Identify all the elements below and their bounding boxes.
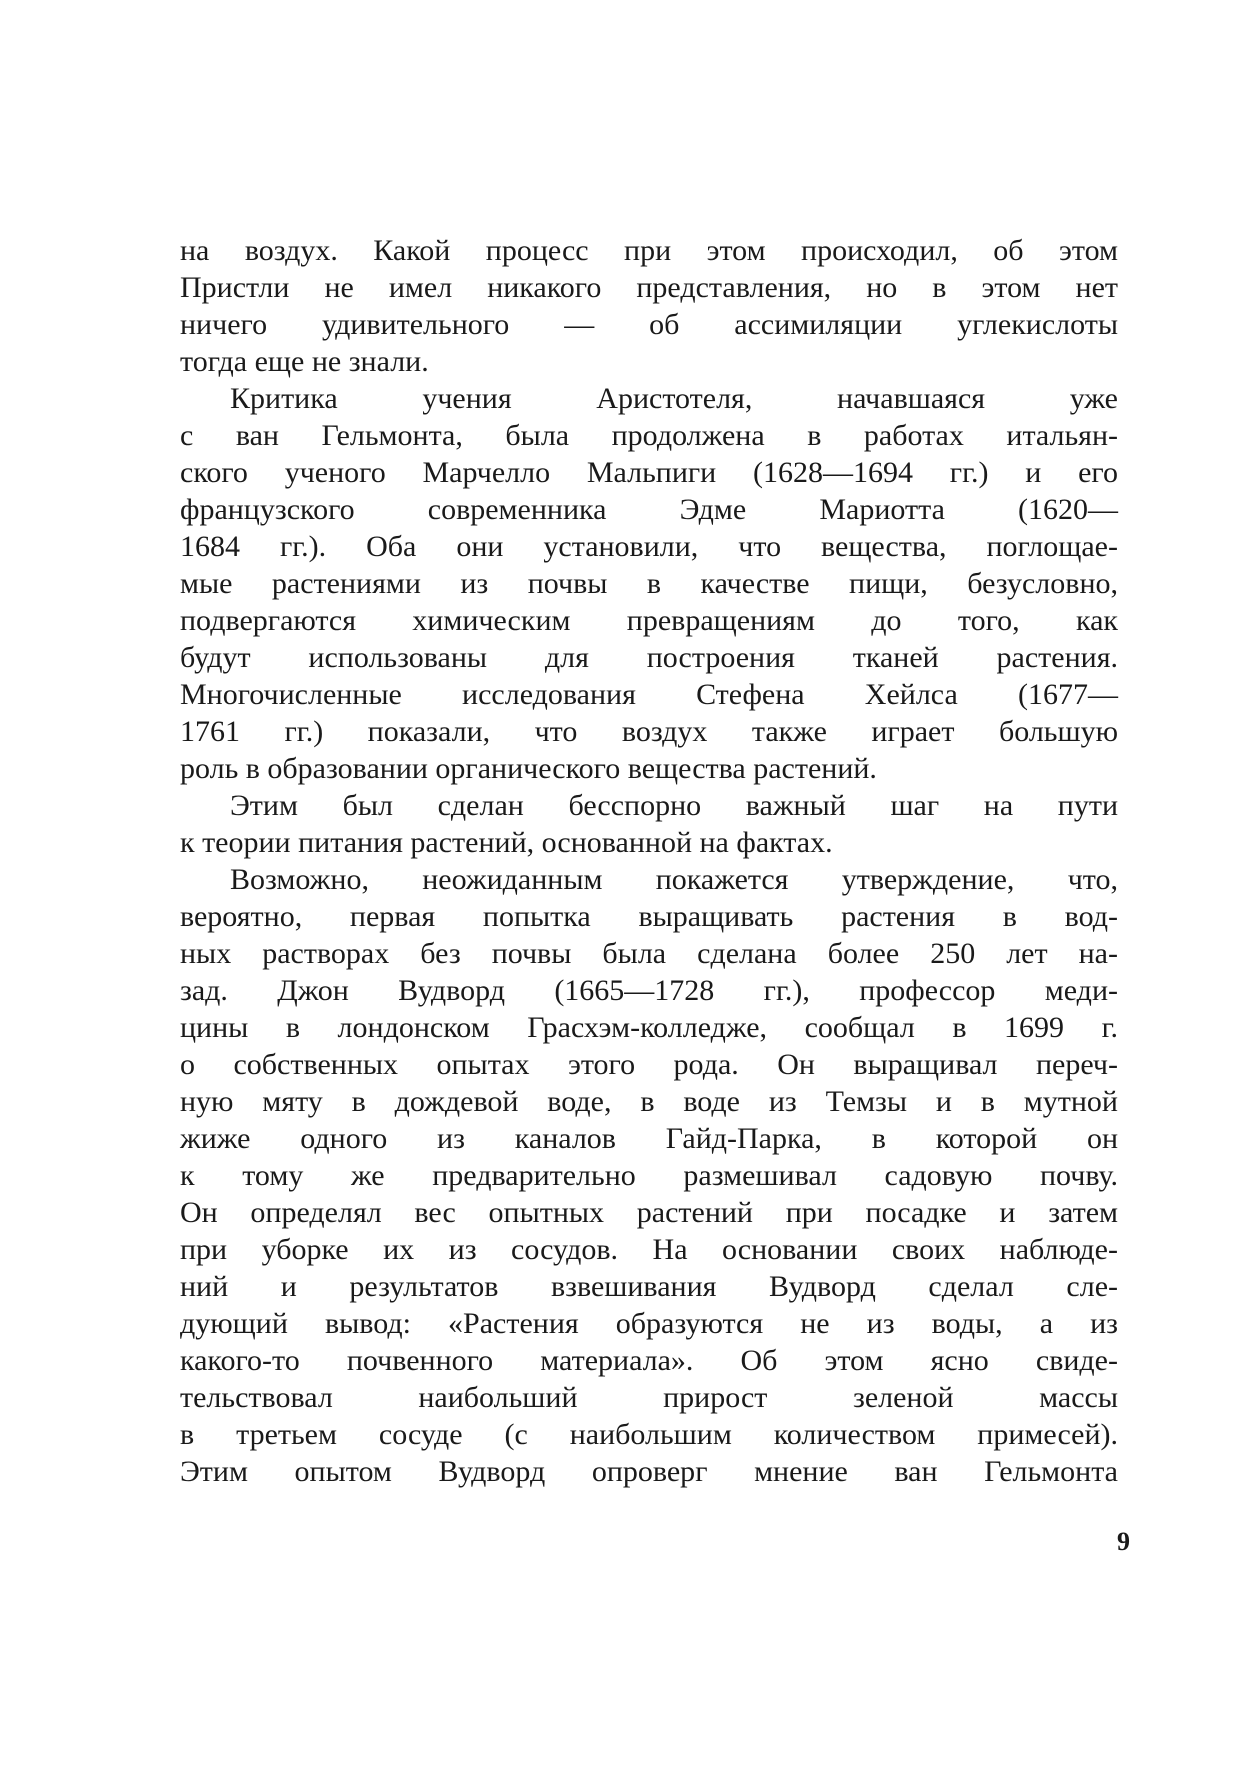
text-line: зад. Джон Вудворд (1665—1728 гг.), профессор меди- xyxy=(180,974,1118,1007)
text-line: вероятно, первая попытка выращивать растения в вод- xyxy=(180,900,1118,933)
text-line: жиже одного из каналов Гайд-Парка, в которой он xyxy=(180,1122,1118,1155)
text-line: при уборке их из сосудов. На основании своих наблюде- xyxy=(180,1233,1118,1266)
text-line: цины в лондонском Грасхэм-колледже, сообщал в 1699 г. xyxy=(180,1011,1118,1044)
paragraph xyxy=(180,380,1118,787)
text-line: ную мяту в дождевой воде, в воде из Темзы и в мутной xyxy=(180,1085,1118,1118)
text-line: Многочисленные исследования Стефена Хейлса (1677— xyxy=(180,678,1118,711)
text-line: мые растениями из почвы в качестве пищи, безусловно, xyxy=(180,567,1118,600)
text-line: будут использованы для построения тканей растения. xyxy=(180,641,1118,674)
text-line: дующий вывод: «Растения образуются не из воды, а из xyxy=(180,1307,1118,1340)
text-line: тельствовал наибольший прирост зеленой массы xyxy=(180,1381,1118,1414)
text-line: на воздух. Какой процесс при этом происходил, об этом xyxy=(180,234,1118,267)
text-line: Возможно, неожиданным покажется утверждение, что, xyxy=(230,863,1118,896)
text-line: подвергаются химическим превращениям до того, как xyxy=(180,604,1118,637)
text-line: Критика учения Аристотеля, начавшаяся уже xyxy=(230,382,1118,415)
paragraph xyxy=(180,861,1118,1490)
text-line: французского современника Эдме Мариотта (1620— xyxy=(180,493,1118,526)
text-line: Он определял вес опытных растений при посадке и затем xyxy=(180,1196,1118,1229)
page-number: 9 xyxy=(1117,1527,1130,1556)
paragraph xyxy=(180,787,1118,861)
text-line: ний и результатов взвешивания Вудворд сделал сле- xyxy=(180,1270,1118,1303)
text-line: ничего удивительного — об ассимиляции углекислоты xyxy=(180,308,1118,341)
text-line: Этим опытом Вудворд опроверг мнение ван Гельмонта xyxy=(180,1455,1118,1488)
text-line: ского ученого Марчелло Мальпиги (1628—1694 гг.) и его xyxy=(180,456,1118,489)
paragraph xyxy=(180,232,1118,380)
text-line: Пристли не имел никакого представления, но в этом нет xyxy=(180,271,1118,304)
text-line: Этим был сделан бесспорно важный шаг на пути xyxy=(230,789,1118,822)
text-line: к тому же предварительно размешивал садовую почву. xyxy=(180,1159,1118,1192)
text-line: в третьем сосуде (с наибольшим количеством примесей). xyxy=(180,1418,1118,1451)
text-line: 1761 гг.) показали, что воздух также играет большую xyxy=(180,715,1118,748)
text-line: к теории питания растений, основанной на фактах. xyxy=(180,826,833,859)
text-line: с ван Гельмонта, была продолжена в работах итальян- xyxy=(180,419,1118,452)
text-line: ных растворах без почвы была сделана более 250 лет на- xyxy=(180,937,1118,970)
body-text xyxy=(180,232,1118,1490)
text-line: роль в образовании органического вещества растений. xyxy=(180,752,877,785)
text-line: тогда еще не знали. xyxy=(180,345,429,378)
text-line: 1684 гг.). Оба они установили, что вещества, поглощае- xyxy=(180,530,1118,563)
text-line: какого-то почвенного материала». Об этом ясно свиде- xyxy=(180,1344,1118,1377)
text-line: о собственных опытах этого рода. Он выращивал переч- xyxy=(180,1048,1118,1081)
